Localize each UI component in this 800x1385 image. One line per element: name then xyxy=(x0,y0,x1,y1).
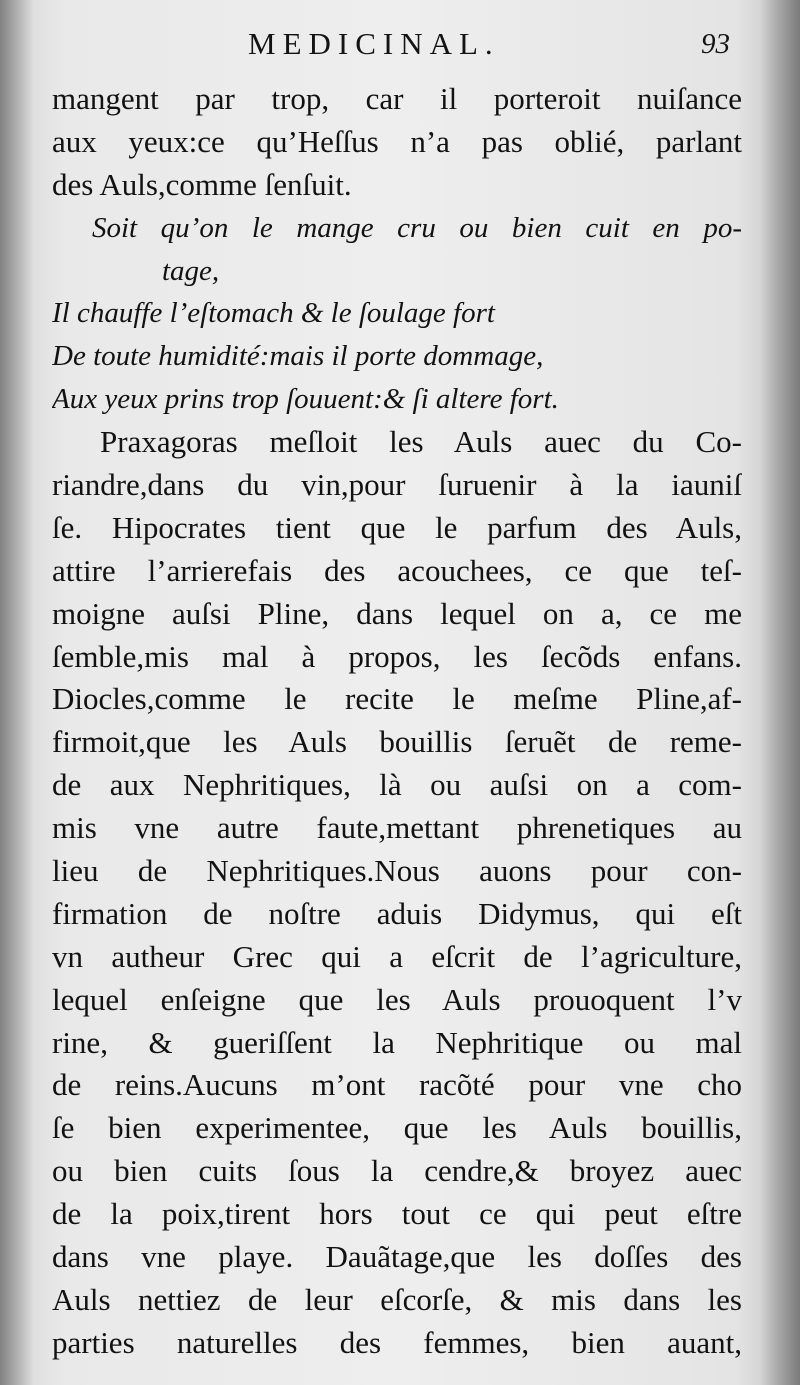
text-line: de reins.Aucuns m’ont racõté pour vne cho xyxy=(52,1067,742,1103)
text-line: vn autheur Grec qui a eſcrit de l’agriculture, xyxy=(52,938,742,974)
text-line: dans vne playe. Dauãtage,que les doſſes des xyxy=(52,1239,742,1275)
text-line: aux yeux:ce qu’Heſſus n’a pas oblié, parlant xyxy=(52,123,742,159)
text-line: ſe. Hipocrates tient que le parfum des Auls, xyxy=(52,509,742,545)
body-text xyxy=(52,78,742,1365)
text-line: riandre,dans du vin,pour ſuruenir à la iauniſ xyxy=(52,467,742,503)
text-line: Auls nettiez de leur eſcorſe, & mis dans les xyxy=(52,1281,742,1317)
text-line: Praxagoras meſloit les Auls auec du Co- xyxy=(100,424,742,460)
text-line: firmation de noſtre aduis Didymus, qui eſt xyxy=(52,895,742,931)
page-header xyxy=(0,22,800,66)
verse-line: Aux yeux prins trop ſouuent:& ſi altere fort. xyxy=(52,383,559,416)
text-line: lieu de Nephritiques.Nous auons pour con- xyxy=(52,853,742,889)
text-line: ſemble,mis mal à propos, les ſecõds enfans. xyxy=(52,638,742,674)
text-line: firmoit,que les Auls bouillis ſeruẽt de reme- xyxy=(52,724,742,760)
verse-line: De toute humidité:mais il porte dommage, xyxy=(52,340,544,373)
running-title: MEDICINAL. xyxy=(248,26,500,61)
verse-line: tage, xyxy=(162,254,220,287)
verse-line: Il chauffe l’eſtomach & le ſoulage fort xyxy=(52,297,495,330)
text-line: de aux Nephritiques, là ou auſsi on a com- xyxy=(52,767,742,803)
text-line: parties naturelles des femmes, bien auant, xyxy=(52,1324,742,1360)
text-line: mis vne autre faute,mettant phrenetiques au xyxy=(52,810,742,846)
text-line: attire l’arrierefais des acouchees, ce que teſ- xyxy=(52,552,742,588)
text-line: des Auls,comme ſenſuit. xyxy=(52,166,352,202)
text-line: rine, & gueriſſent la Nephritique ou mal xyxy=(52,1024,742,1060)
text-line: moigne auſsi Pline, dans lequel on a, ce me xyxy=(52,595,742,631)
text-line: ou bien cuits ſous la cendre,& broyez auec xyxy=(52,1153,742,1189)
text-line: ſe bien experimentee, que les Auls bouillis, xyxy=(52,1110,742,1146)
text-line: mangent par trop, car il porteroit nuiſance xyxy=(52,81,742,116)
text-line: Diocles,comme le recite le meſme Pline,af- xyxy=(52,681,742,717)
text-line: lequel enſeigne que les Auls prouoquent l’v xyxy=(52,981,742,1017)
page-number: 93 xyxy=(701,28,730,60)
verse-line: Soit qu’on le mange cru ou bien cuit en po- xyxy=(92,211,742,244)
text-line: de la poix,tirent hors tout ce qui peut eſtre xyxy=(52,1196,742,1232)
